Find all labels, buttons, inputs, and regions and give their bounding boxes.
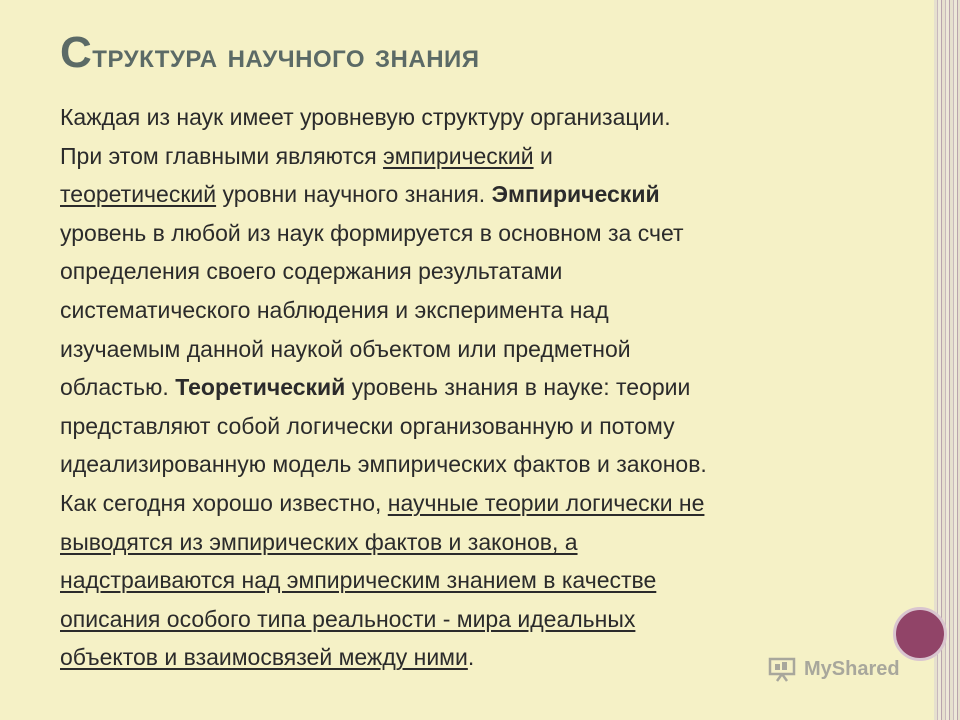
text-line [60, 600, 900, 639]
text-span: изучаемым данной наукой объектом или предметной [60, 335, 631, 362]
slide-title: Структура научного знания [60, 28, 480, 77]
underlined-term-empirical: эмпирический [383, 142, 534, 169]
text-line [60, 291, 900, 330]
text-line [60, 523, 900, 562]
bold-term-empirical: Эмпирический [491, 181, 660, 208]
text-span: и [533, 142, 553, 169]
text-span: уровень в любой из наук формируется в основном за счет [60, 219, 684, 246]
underlined-statement: объектов и взаимосвязей между ними [60, 644, 468, 671]
text-span: Каждая из наук имеет уровневую структуру организации. [60, 104, 671, 130]
text-span: систематического наблюдения и эксперимента над [60, 296, 609, 323]
decorative-circle [893, 607, 947, 661]
text-line [60, 137, 900, 176]
text-line [60, 445, 900, 484]
text-line [60, 484, 900, 523]
underlined-statement: надстраиваются над эмпирическим знанием в качестве [60, 567, 657, 594]
text-line [60, 252, 900, 291]
myshared-watermark [768, 656, 900, 682]
text-span: . [467, 644, 475, 671]
text-line [60, 368, 900, 407]
text-line [60, 561, 900, 600]
underlined-statement: выводятся из эмпирических фактов и законов, а [60, 528, 578, 555]
text-span: Как сегодня хорошо известно, [60, 489, 388, 516]
underlined-statement: научные теории логически не [387, 489, 705, 516]
text-span: идеализированную модель эмпирических фактов и законов. [60, 451, 707, 478]
presentation-board-icon [768, 656, 798, 682]
text-line [60, 175, 900, 214]
text-span: уровни научного знания. [216, 181, 492, 208]
bold-term-theoretical: Теоретический [175, 374, 346, 401]
decorative-side-stripes [934, 0, 960, 720]
text-span: уровень знания в науке: теории [345, 374, 691, 401]
text-line [60, 407, 900, 446]
watermark-label: MyShared [804, 657, 900, 680]
text-span: областью. [60, 374, 176, 401]
text-span: При этом главными являются [60, 142, 384, 169]
underlined-term-theoretical: теоретический [60, 181, 217, 208]
text-line [60, 214, 900, 253]
underlined-statement: описания особого типа реальности - мира идеальных [60, 605, 636, 632]
body-paragraph [60, 98, 900, 677]
text-span: представляют собой логически организованную и потому [60, 412, 675, 439]
text-line [60, 330, 900, 369]
text-line [60, 98, 900, 137]
text-span: определения своего содержания результатами [60, 258, 563, 285]
